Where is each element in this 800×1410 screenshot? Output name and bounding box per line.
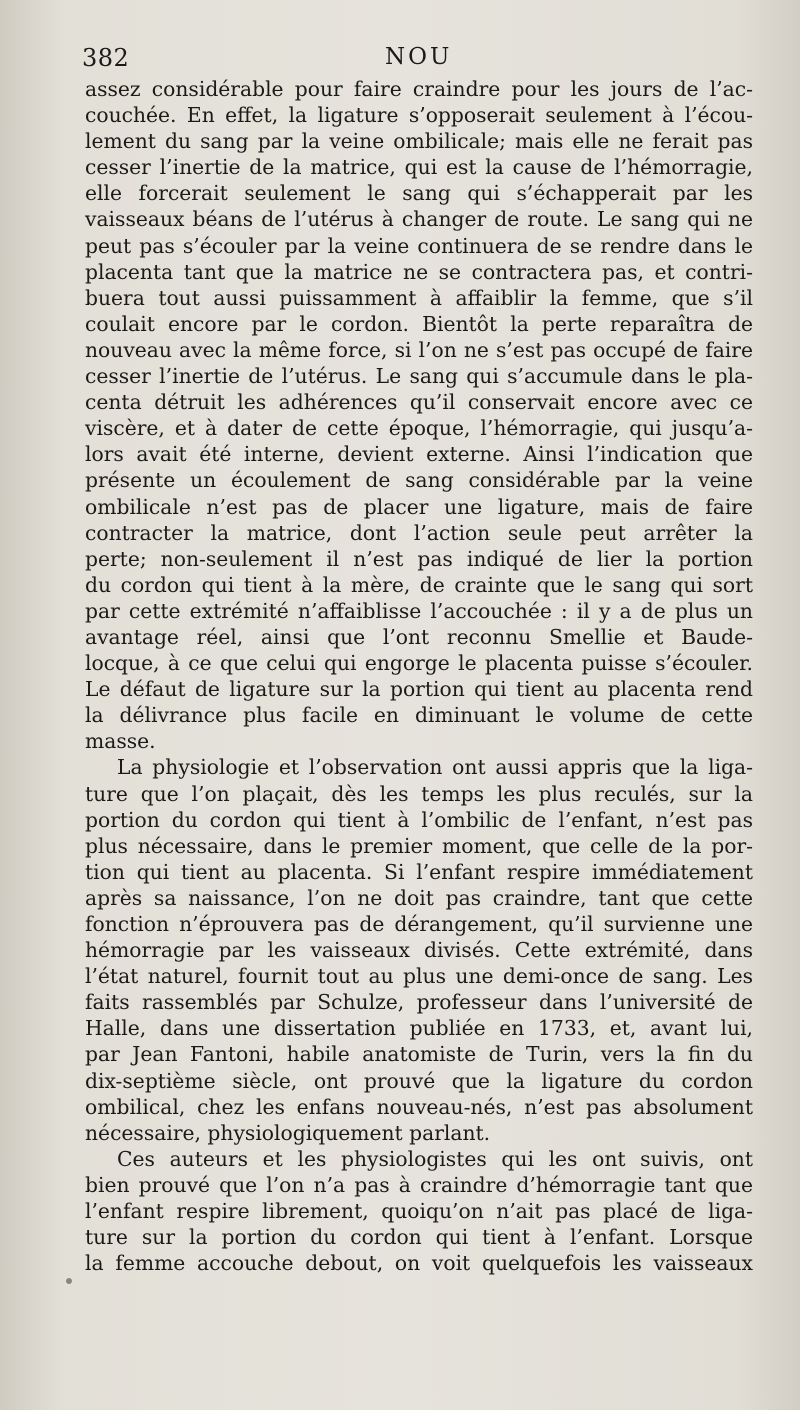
text-line: buera tout aussi puissamment à affaiblir la femme, que s’il (85, 285, 753, 310)
text-line: portion du cordon qui tient à l’ombilic de l’enfant, n’est pas (85, 807, 753, 832)
text-line: cesser l’inertie de la matrice, qui est la cause de l’hémorragie, (85, 155, 753, 180)
text-line: contracter la matrice, dont l’action seule peut arrêter la (85, 520, 753, 545)
page-body (85, 76, 753, 1276)
text-line: Ces auteurs et les physiologistes qui les ont suivis, ont (117, 1146, 753, 1171)
text-line: l’état naturel, fournit tout au plus une demi-once de sang. Les (85, 964, 753, 989)
text-line: assez considérable pour faire craindre pour les jours de l’ac- (85, 77, 753, 101)
page-number: 382 (82, 44, 130, 72)
text-line: centa détruit les adhérences qu’il conservait encore avec ce (85, 390, 753, 415)
text-line: présente un écoulement de sang considérable par la veine (85, 468, 753, 493)
text-line: ture sur la portion du cordon qui tient à l’enfant. Lorsque (85, 1225, 753, 1250)
text-line: la femme accouche debout, on voit quelquefois les vaisseaux (85, 1251, 753, 1276)
text-line: par Jean Fantoni, habile anatomiste de Turin, vers la fin du (85, 1042, 753, 1067)
text-line: avantage réel, ainsi que l’ont reconnu Smellie et Baude- (85, 624, 753, 649)
text-line: hémorragie par les vaisseaux divisés. Cette extrémité, dans (85, 938, 753, 963)
text-line: couchée. En effet, la ligature s’opposerait seulement à l’écou- (85, 103, 753, 128)
text-line: cesser l’inertie de l’utérus. Le sang qui s’accumule dans le pla- (85, 364, 753, 389)
text-line: du cordon qui tient à la mère, de crainte que le sang qui sort (85, 572, 753, 597)
text-line: ture que l’on plaçait, dès les temps les plus reculés, sur la (85, 781, 753, 806)
text-line: plus nécessaire, dans le premier moment, que celle de la por- (85, 833, 753, 858)
text-line: par cette extrémité n’affaiblisse l’accouchée : il y a de plus un (85, 598, 753, 623)
running-head: NOU (385, 44, 453, 70)
text-line: masse. (85, 729, 156, 754)
text-line: peut pas s’écouler par la veine continuera de se rendre dans le (85, 233, 753, 258)
text-line: bien prouvé que l’on n’a pas à craindre d’hémorragie tant que (85, 1172, 753, 1197)
text-line: fonction n’éprouvera pas de dérangement, qu’il survienne une (85, 912, 753, 936)
paragraph (85, 1146, 753, 1276)
text-line: Halle, dans une dissertation publiée en 1733, et, avant lui, (85, 1016, 753, 1041)
text-line: nouveau avec la même force, si l’on ne s’est pas occupé de faire (85, 337, 753, 362)
text-line: locque, à ce que celui qui engorge le placenta puisse s’écouler. (85, 651, 753, 676)
text-line: dix-septième siècle, ont prouvé que la ligature du cordon (85, 1068, 753, 1093)
text-line: Le défaut de ligature sur la portion qui tient au placenta rend (85, 677, 753, 702)
text-line: lors avait été interne, devient externe. Ainsi l’indication que (85, 442, 753, 467)
text-line: la délivrance plus facile en diminuant le volume de cette (85, 703, 753, 728)
paragraph (85, 76, 753, 754)
text-line: ombilical, chez les enfans nouveau-nés, n’est pas absolument (85, 1094, 753, 1119)
text-line: elle forcerait seulement le sang qui s’échapperait par les (85, 181, 753, 206)
text-line: faits rassemblés par Schulze, professeur dans l’université de (85, 990, 753, 1015)
text-line: placenta tant que la matrice ne se contractera pas, et contri- (85, 259, 753, 284)
text-line: lement du sang par la veine ombilicale; mais elle ne ferait pas (85, 129, 753, 154)
text-line: viscère, et à dater de cette époque, l’hémorragie, qui jusqu’a- (85, 416, 753, 441)
text-line: après sa naissance, l’on ne doit pas craindre, tant que cette (85, 885, 753, 910)
paragraph (85, 754, 753, 1145)
text-line: La physiologie et l’observation ont aussi appris que la liga- (117, 755, 753, 780)
text-line: nécessaire, physiologiquement parlant. (85, 1120, 491, 1145)
text-line: l’enfant respire librement, quoiqu’on n’ait pas placé de liga- (85, 1199, 753, 1224)
text-line: perte; non-seulement il n’est pas indiqué de lier la portion (85, 546, 753, 571)
text-line: vaisseaux béans de l’utérus à changer de route. Le sang qui ne (85, 207, 753, 232)
page-header (0, 38, 800, 78)
text-line: tion qui tient au placenta. Si l’enfant respire immédiatement (85, 859, 753, 884)
text-line: ombilicale n’est pas de placer une ligature, mais de faire (85, 494, 753, 519)
text-line: coulait encore par le cordon. Bientôt la perte reparaîtra de (85, 311, 753, 336)
paper-speck (66, 1278, 72, 1284)
